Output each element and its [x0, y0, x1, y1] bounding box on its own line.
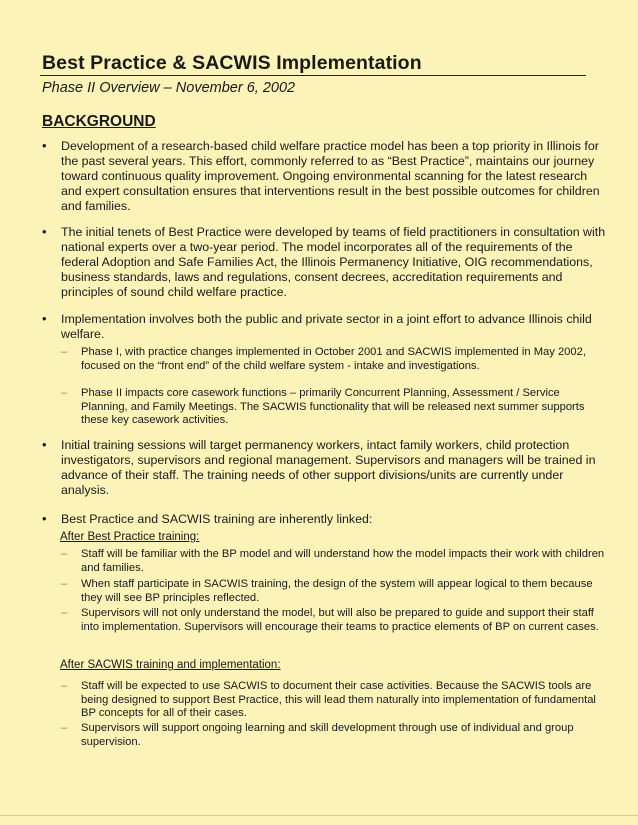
- dash-marker: –: [61, 578, 68, 590]
- bullet-marker: •: [42, 224, 47, 239]
- bullet-marker: •: [42, 511, 47, 526]
- dash-marker: –: [61, 680, 68, 692]
- bullet-marker: •: [42, 437, 47, 452]
- bullet-marker: •: [42, 311, 47, 326]
- bullet-text: Implementation involves both the public and private sector in a joint effort to advance Illinois child welfare.: [61, 312, 592, 341]
- bullet-text: Development of a research-based child welfare practice model has been a top priority in Illinois for the past several years. This effort, commonly referred to as “Best Practice”, maintains our journey toward continuous quality improvement. Ongoing environmental scanning for the latest research and expert consultation ensures that interventions result in the best possible outcomes for children and families.: [61, 139, 600, 213]
- sub-item: [61, 607, 609, 634]
- title-underline: [40, 75, 586, 76]
- dash-marker: –: [61, 387, 68, 399]
- dash-marker: –: [61, 548, 68, 560]
- document-subtitle: Phase II Overview – November 6, 2002: [42, 80, 296, 96]
- bullet-marker: •: [42, 138, 47, 153]
- bullet-text: The initial tenets of Best Practice were developed by teams of field practitioners in consultation with national experts over a two-year period. The model incorporates all of the requirements of the federal Adoption and Safe Families Act, the Illinois Permanency Initiative, OIG recommendations, business standards, laws and regulations, consent decrees, accreditation requirements and principles of sound child welfare practice.: [61, 225, 606, 299]
- sub-item: [61, 346, 609, 373]
- bullet-text: Best Practice and SACWIS training are inherently linked:: [61, 512, 373, 526]
- section-heading: BACKGROUND: [42, 113, 156, 130]
- after-best-practice-label: After Best Practice training:: [60, 531, 200, 543]
- sub-item-text: Phase I, with practice changes implemented in October 2001 and SACWIS implemented in May 2002, focused on the “front end” of the child welfare system - intake and investigations.: [81, 346, 586, 372]
- bullet-item: [42, 511, 606, 527]
- bullet-item: [42, 224, 606, 300]
- sub-item: [61, 387, 609, 428]
- bullet-item: [42, 311, 606, 342]
- dash-marker: –: [61, 722, 68, 734]
- sub-item-text: Staff will be familiar with the BP model and will understand how the model impacts their work with children and families.: [81, 548, 605, 574]
- sub-item: [61, 578, 609, 605]
- sub-item-text: Phase II impacts core casework functions – primarily Concurrent Planning, Assessment / Service Planning, and Family Meetings. The SACWIS functionality that will be released next summer supports these key casework activities.: [81, 387, 585, 426]
- sub-item-text: Staff will be expected to use SACWIS to document their case activities. Because the SACWIS tools are being designed to support Best Practice, this will lead them naturally into implementation of fundamental BP concepts for all of their cases.: [81, 680, 596, 719]
- sub-item: [61, 548, 609, 575]
- sub-item-text: Supervisors will support ongoing learning and skill development through use of individual and group supervision.: [81, 722, 574, 748]
- bullet-text: Initial training sessions will target permanency workers, intact family workers, child protection investigators, supervisors and regional management. Supervisors and managers will be trained in advance of their staff. The training needs of other support divisions/units are currently under analysis.: [61, 438, 596, 497]
- dash-marker: –: [61, 607, 68, 619]
- sub-item: [61, 680, 609, 721]
- sub-item-text: When staff participate in SACWIS training, the design of the system will appear logical to them because they will see BP principles reflected.: [81, 578, 593, 604]
- sub-item-text: Supervisors will not only understand the model, but will also be prepared to guide and support their staff into implementation. Supervisors will encourage their teams to practice elements of BP on current cases.: [81, 607, 599, 633]
- bullet-item: [42, 437, 606, 498]
- dash-marker: –: [61, 346, 68, 358]
- after-sacwis-label: After SACWIS training and implementation:: [60, 659, 281, 671]
- sub-item: [61, 722, 609, 749]
- document-title: Best Practice & SACWIS Implementation: [42, 52, 422, 74]
- page-edge-line: [0, 815, 638, 816]
- bullet-item: [42, 138, 606, 214]
